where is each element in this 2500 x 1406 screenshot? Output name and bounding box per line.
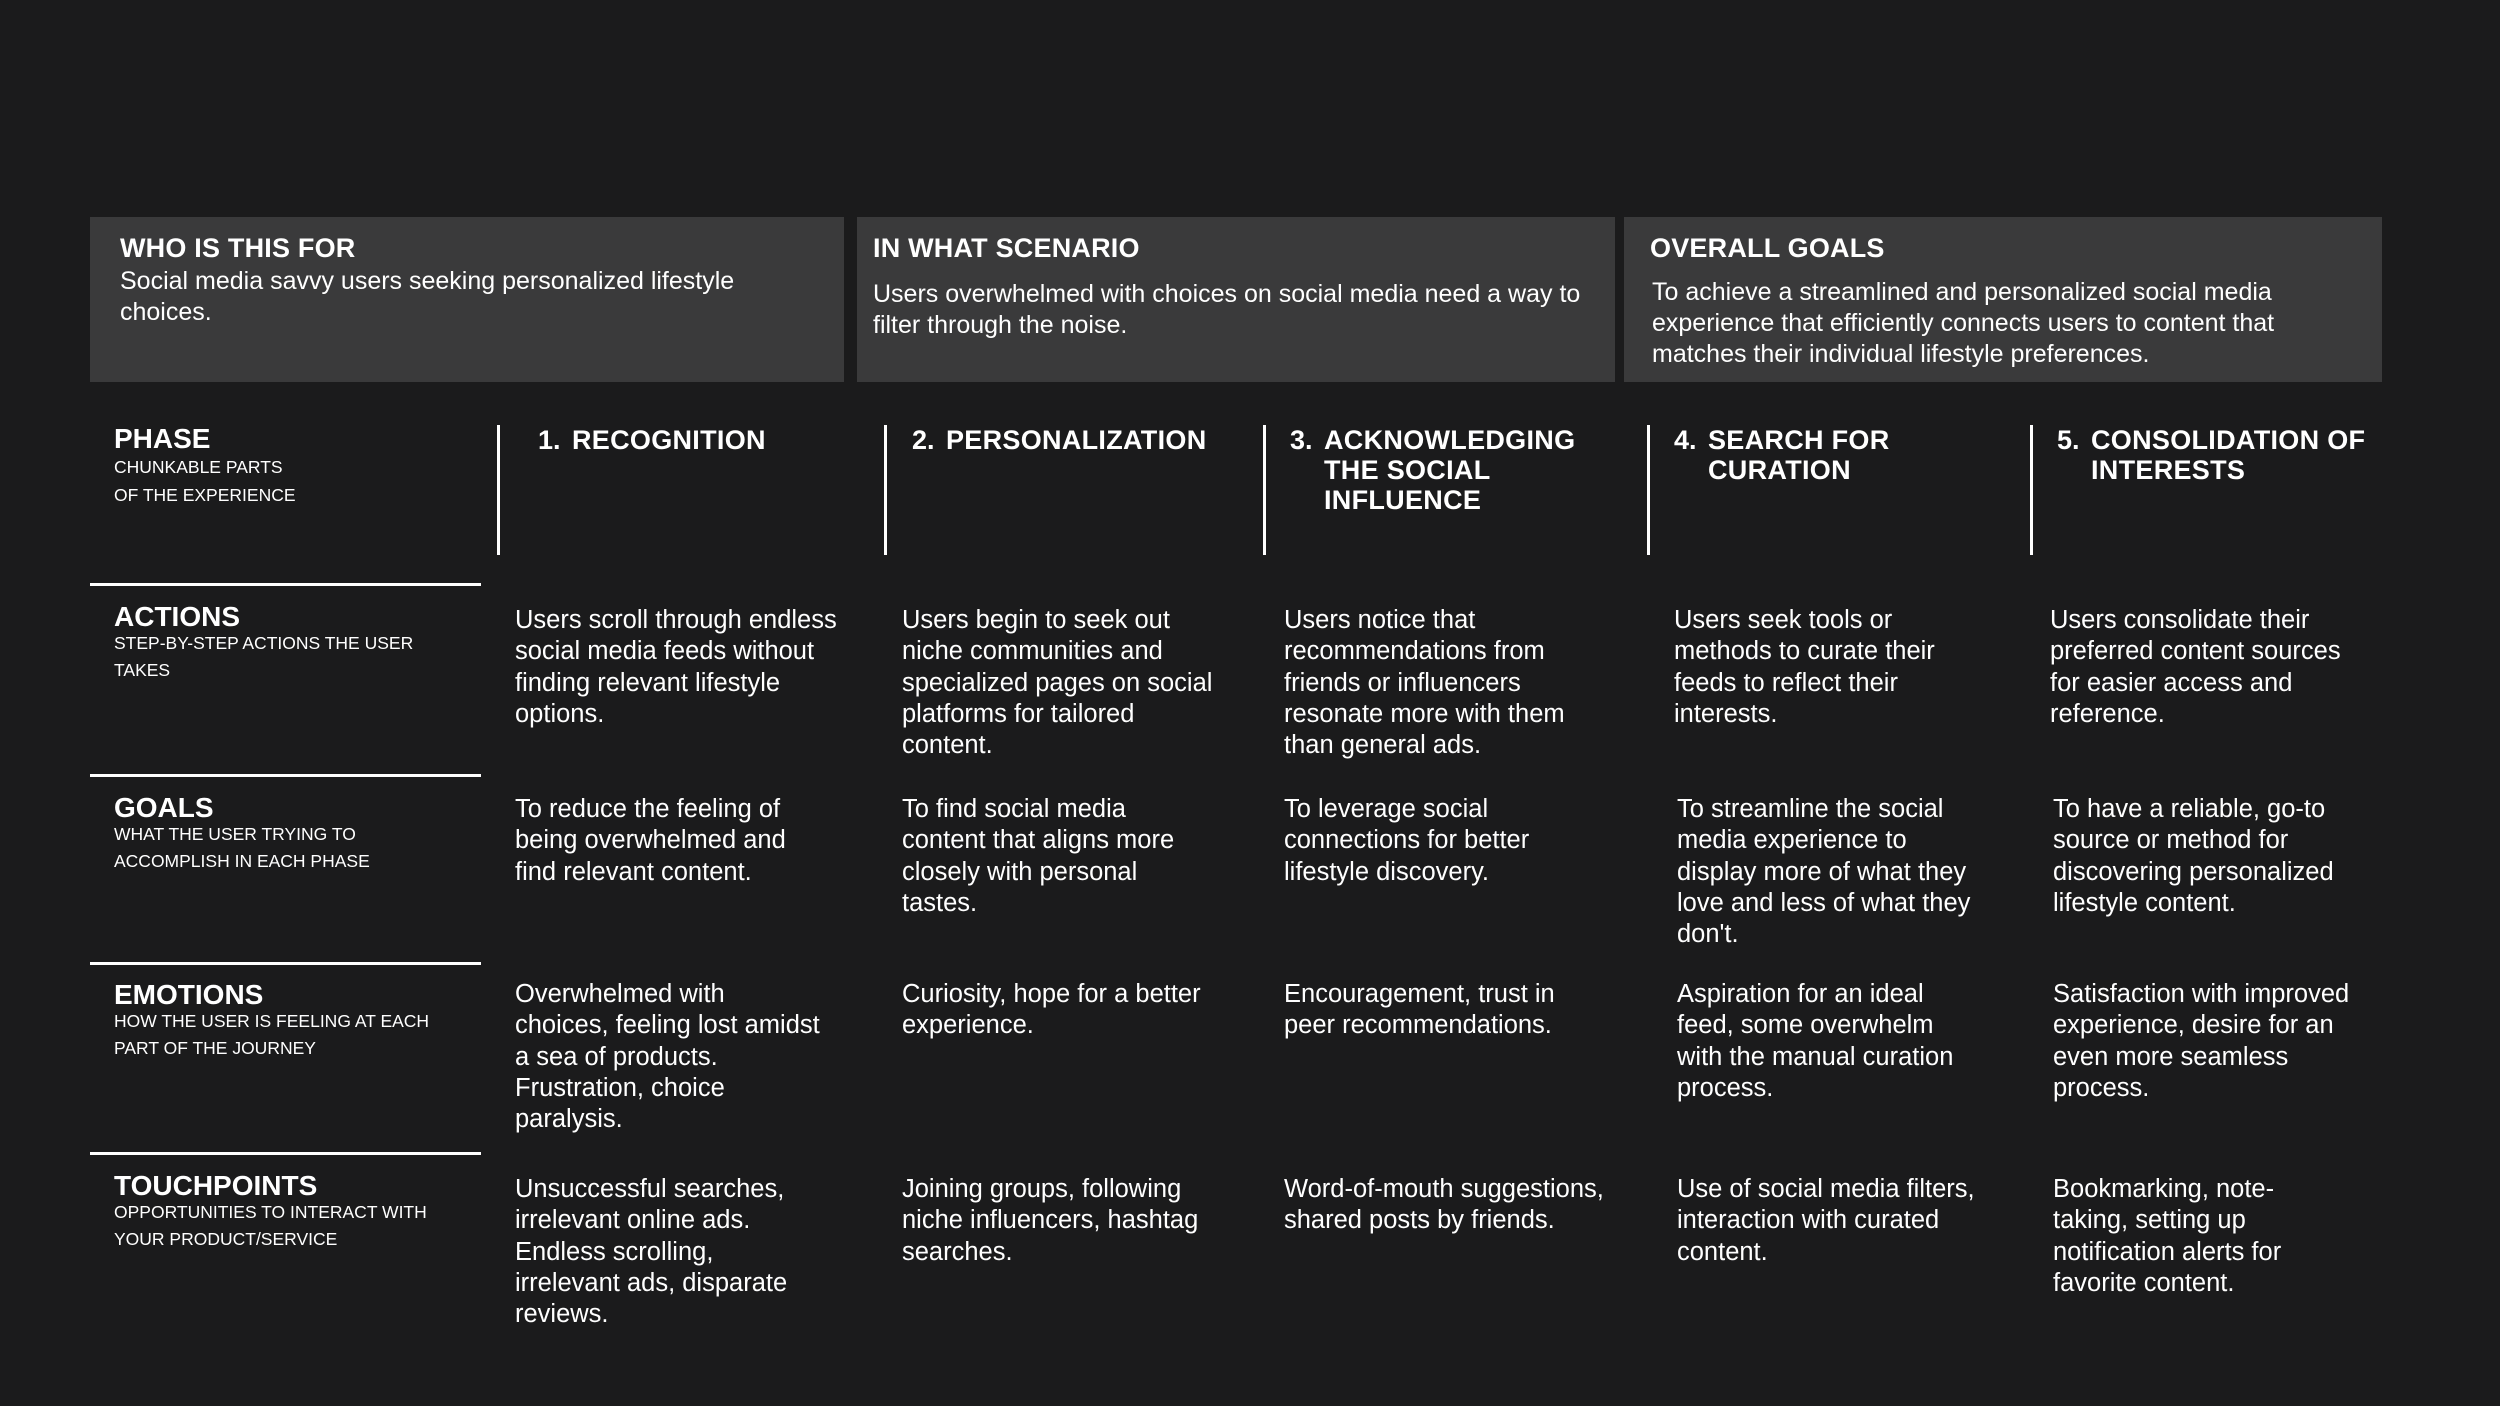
row-divider bbox=[90, 583, 481, 586]
actions-phase-3-cell: Users notice that recommendations from friends or influencers resonate more with them than general ads. bbox=[1284, 606, 1565, 760]
emotions-phase-5-cell: Satisfaction with improved experience, desire for an even more seamless process. bbox=[2053, 980, 2350, 1102]
emotions-row-subtitle: HOW THE USER IS FEELING AT EACH PART OF THE JOURNEY bbox=[114, 1011, 430, 1058]
goals-phase-5-cell: To have a reliable, go-to source or method for discovering personalized lifestyle content. bbox=[2053, 795, 2334, 917]
phase-5-name: CONSOLIDATION OF INTERESTS bbox=[2091, 425, 2366, 485]
phase-2-name: PERSONALIZATION bbox=[946, 425, 1207, 455]
emotions-phase-3-cell: Encouragement, trust in peer recommendations. bbox=[1284, 980, 1555, 1040]
row-divider bbox=[90, 774, 481, 777]
phase-divider bbox=[2030, 425, 2033, 555]
phase-3-number: 3. bbox=[1290, 425, 1313, 455]
phase-1-name: RECOGNITION bbox=[572, 425, 766, 455]
actions-phase-4-cell: Users seek tools or methods to curate their feeds to reflect their interests. bbox=[1674, 606, 1935, 728]
who-is-this-for-text: Social media savvy users seeking personalized lifestyle choices. bbox=[120, 267, 735, 326]
actions-phase-5-cell: Users consolidate their preferred content sources for easier access and reference. bbox=[2050, 606, 2341, 728]
row-divider bbox=[90, 1152, 481, 1155]
phase-4-number: 4. bbox=[1674, 425, 1697, 455]
who-is-this-for-title: WHO IS THIS FOR bbox=[120, 233, 356, 263]
touchpoints-row-title: TOUCHPOINTS bbox=[114, 1170, 318, 1201]
overall-goals-box bbox=[1624, 217, 2382, 382]
goals-phase-3-cell: To leverage social connections for better lifestyle discovery. bbox=[1284, 795, 1530, 886]
in-what-scenario-title: IN WHAT SCENARIO bbox=[873, 233, 1140, 263]
goals-row-subtitle: WHAT THE USER TRYING TO ACCOMPLISH IN EACH PHASE bbox=[114, 824, 370, 871]
touchpoints-phase-4-cell: Use of social media filters, interaction with curated content. bbox=[1677, 1175, 1975, 1266]
actions-phase-2-cell: Users begin to seek out niche communities and specialized pages on social platforms for tailored content. bbox=[902, 606, 1213, 760]
touchpoints-phase-1-cell: Unsuccessful searches, irrelevant online ads. Endless scrolling, irrelevant ads, disparate reviews. bbox=[515, 1175, 788, 1329]
row-label-touchpoints bbox=[114, 1169, 474, 1253]
actions-row-subtitle: STEP-BY-STEP ACTIONS THE USER TAKES bbox=[114, 633, 414, 680]
overall-goals-title: OVERALL GOALS bbox=[1650, 233, 1885, 263]
phase-3-name: ACKNOWLEDGING THE SOCIAL INFLUENCE bbox=[1324, 425, 1576, 515]
row-divider bbox=[90, 962, 481, 965]
phase-1-number: 1. bbox=[538, 425, 561, 455]
in-what-scenario-box bbox=[857, 217, 1615, 382]
emotions-phase-4-cell: Aspiration for an ideal feed, some overwhelm with the manual curation process. bbox=[1677, 980, 1954, 1102]
actions-row-title: ACTIONS bbox=[114, 601, 240, 632]
phase-2-number: 2. bbox=[912, 425, 935, 455]
row-label-emotions bbox=[114, 978, 474, 1062]
goals-phase-2-cell: To find social media content that aligns more closely with personal tastes. bbox=[902, 795, 1175, 917]
phase-4-name: SEARCH FOR CURATION bbox=[1708, 425, 1890, 485]
who-is-this-for-box bbox=[90, 217, 844, 382]
overall-goals-text: To achieve a streamlined and personalized social media experience that efficiently connects users to content that matches their individual lifestyle preferences. bbox=[1652, 278, 2275, 368]
row-label-actions bbox=[114, 600, 474, 684]
phase-row-title: PHASE bbox=[114, 423, 211, 454]
phase-divider bbox=[1263, 425, 1266, 555]
phase-divider bbox=[497, 425, 500, 555]
emotions-row-title: EMOTIONS bbox=[114, 979, 264, 1010]
goals-row-title: GOALS bbox=[114, 792, 214, 823]
touchpoints-phase-2-cell: Joining groups, following niche influencers, hashtag searches. bbox=[902, 1175, 1199, 1266]
phase-divider bbox=[1647, 425, 1650, 555]
phase-divider bbox=[884, 425, 887, 555]
touchpoints-phase-5-cell: Bookmarking, note-taking, setting up notification alerts for favorite content. bbox=[2053, 1175, 2282, 1297]
row-label-goals bbox=[114, 791, 474, 875]
emotions-phase-2-cell: Curiosity, hope for a better experience. bbox=[902, 980, 1201, 1040]
actions-phase-1-cell: Users scroll through endless social media feeds without finding relevant lifestyle options. bbox=[515, 606, 837, 728]
touchpoints-phase-3-cell: Word-of-mouth suggestions, shared posts by friends. bbox=[1284, 1175, 1604, 1235]
touchpoints-row-subtitle: OPPORTUNITIES TO INTERACT WITH YOUR PRODUCT/SERVICE bbox=[114, 1202, 427, 1249]
row-label-phase bbox=[114, 422, 474, 509]
in-what-scenario-text: Users overwhelmed with choices on social media need a way to filter through the noise. bbox=[873, 280, 1581, 339]
goals-phase-4-cell: To streamline the social media experience to display more of what they love and less of what they don't. bbox=[1677, 795, 1971, 949]
emotions-phase-1-cell: Overwhelmed with choices, feeling lost amidst a sea of products. Frustration, choice paralysis. bbox=[515, 980, 820, 1134]
phase-5-number: 5. bbox=[2057, 425, 2080, 455]
phase-row-subtitle: CHUNKABLE PARTS OF THE EXPERIENCE bbox=[114, 457, 296, 505]
goals-phase-1-cell: To reduce the feeling of being overwhelmed and find relevant content. bbox=[515, 795, 786, 886]
